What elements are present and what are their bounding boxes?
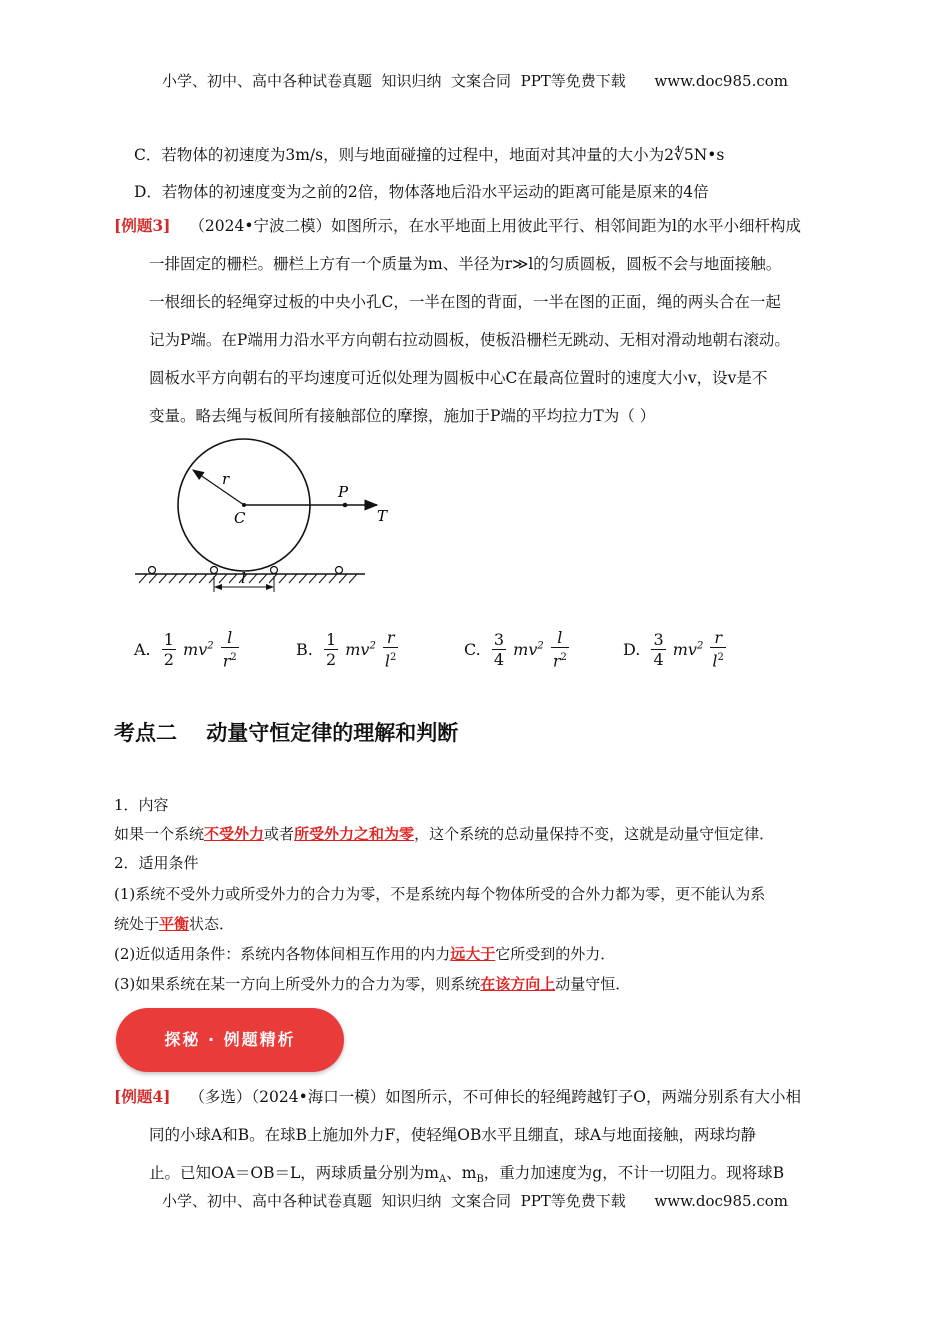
condition-1-line-1: (1)系统不受外力或所受外力的合力为零，不是系统内每个物体所受的合外力都为零，更不能认为系 xyxy=(114,885,766,903)
disc-fence-figure xyxy=(125,430,388,605)
highlight-in-that-direction: 在该方向上 xyxy=(480,975,556,993)
content-line: 如果一个系统不受外力或者所受外力之和为零，这个系统的总动量保持不变，这就是动量守恒定律． xyxy=(114,825,775,843)
example3-line-5: 圆板水平方向朝右的平均速度可近似处理为圆板中心C在最高位置时的速度大小v，设v是不 xyxy=(149,369,768,387)
example4-text-1: （多选）（2024•海口一模）如图所示，不可伸长的轻绳跨越钉子O，两端分别系有大小相 xyxy=(189,1088,801,1106)
page-footer: 小学、初中、高中各种试卷真题 知识归纳 文案合同 PPT等免费下载 www.doc985.com xyxy=(161,1192,788,1210)
ground-hatch xyxy=(139,574,357,583)
example3-text-1: （2024•宁波二模）如图所示，在水平地面上用彼此平行、相邻间距为l的水平小细杆构成 xyxy=(189,217,801,235)
example-analysis-badge xyxy=(116,1008,344,1072)
option-c-ratio: $\frac{l}{r^2}$ xyxy=(552,628,567,671)
example3-tag: [例题3] xyxy=(114,216,171,235)
item1-heading: 1．内容 xyxy=(114,796,169,814)
option-b-coef: $\frac{1}{2}$ xyxy=(325,629,337,669)
option-c-coef: $\frac{3}{4}$ xyxy=(493,629,505,669)
p-point xyxy=(343,503,348,508)
example3-line-6: 变量。略去绳与板间所有接触部位的摩擦，施加于P端的平均拉力T为（ ） xyxy=(149,407,656,425)
highlight-far-greater: 远大于 xyxy=(450,945,496,963)
option-d-coef: $\frac{3}{4}$ xyxy=(653,629,664,669)
example3-line-4: 记为P端。在P端用力沿水平方向朝右拉动圆板，使板沿栅栏无跳动、无相对滑动地朝右滚动。 xyxy=(149,331,790,349)
example3-line-1 xyxy=(114,215,801,237)
label-r: r xyxy=(222,470,230,488)
highlight-no-external-force: 不受外力 xyxy=(204,825,265,843)
option-d-label: D. xyxy=(623,639,641,659)
option-b[interactable] xyxy=(296,628,398,670)
page-header: 小学、初中、高中各种试卷真题 知识归纳 文案合同 PPT等免费下载 www.doc985.com xyxy=(161,72,788,90)
condition-3: (3)如果系统在某一方向上所受外力的合力为零，则系统在该方向上动量守恒． xyxy=(114,975,631,993)
option-d-mv: $mv^2$ xyxy=(672,639,704,659)
example4-line-1 xyxy=(114,1086,801,1108)
option-a[interactable] xyxy=(134,628,239,670)
option-a-coef: $\frac{1}{2}$ xyxy=(163,629,174,669)
radius-arrow xyxy=(193,470,244,505)
label-c: C xyxy=(234,509,246,527)
example3-line-3: 一根细长的轻绳穿过板的中央小孔C，一半在图的背面，一半在图的正面，绳的两头合在一起 xyxy=(149,293,781,311)
example4-tag: [例题4] xyxy=(114,1087,171,1106)
option-a-mv: $mv^2$ xyxy=(183,639,214,659)
option-b-label: B. xyxy=(296,639,313,659)
badge-text: 探秘 · 例题精析 xyxy=(164,1030,296,1049)
option-a-ratio: $\frac{l}{r^2}$ xyxy=(222,628,237,671)
condition-1-line-2: 统处于平衡状态． xyxy=(114,915,235,933)
option-c-prev: C．若物体的初速度为3m/s，则与地面碰撞的过程中，地面对其冲量的大小为2∜5N•s xyxy=(134,146,725,164)
item2-heading: 2．适用条件 xyxy=(114,854,199,872)
option-b-ratio: $\frac{r}{l^2}$ xyxy=(384,628,397,671)
option-c[interactable] xyxy=(464,628,569,670)
example4-line-3: 止。已知OA＝OB＝L，两球质量分别为$m_A$、$m_B$，重力加速度为g，不计一切阻力。现将球B xyxy=(149,1164,785,1186)
label-l: l xyxy=(241,569,246,587)
highlight-net-force-zero: 所受外力之和为零 xyxy=(294,825,415,843)
option-d[interactable] xyxy=(623,628,726,670)
example4-line-2: 同的小球A和B。在球B上施加外力F，使轻绳OB水平且绷直，球A与地面接触，两球均静 xyxy=(149,1126,757,1144)
condition-2: (2)近似适用条件：系统内各物体间相互作用的内力远大于它所受到的外力． xyxy=(114,945,616,963)
option-c-mv: $mv^2$ xyxy=(513,639,544,659)
option-a-label: A. xyxy=(134,639,151,659)
highlight-equilibrium: 平衡 xyxy=(159,915,190,933)
example3-line-2: 一排固定的栅栏。栅栏上方有一个质量为m、半径为r≫l的匀质圆板，圆板不会与地面接触。 xyxy=(149,255,782,273)
label-p: P xyxy=(338,483,349,501)
option-c-label: C. xyxy=(464,639,481,659)
option-d-prev: D．若物体的初速度变为之前的2倍，物体落地后沿水平运动的距离可能是原来的4倍 xyxy=(134,183,709,201)
label-t: T xyxy=(377,507,388,525)
option-b-mv: $mv^2$ xyxy=(345,639,376,659)
option-d-ratio: $\frac{r}{l^2}$ xyxy=(712,628,724,671)
section-title: 考点二 动量守恒定律的理解和判断 xyxy=(114,721,459,745)
